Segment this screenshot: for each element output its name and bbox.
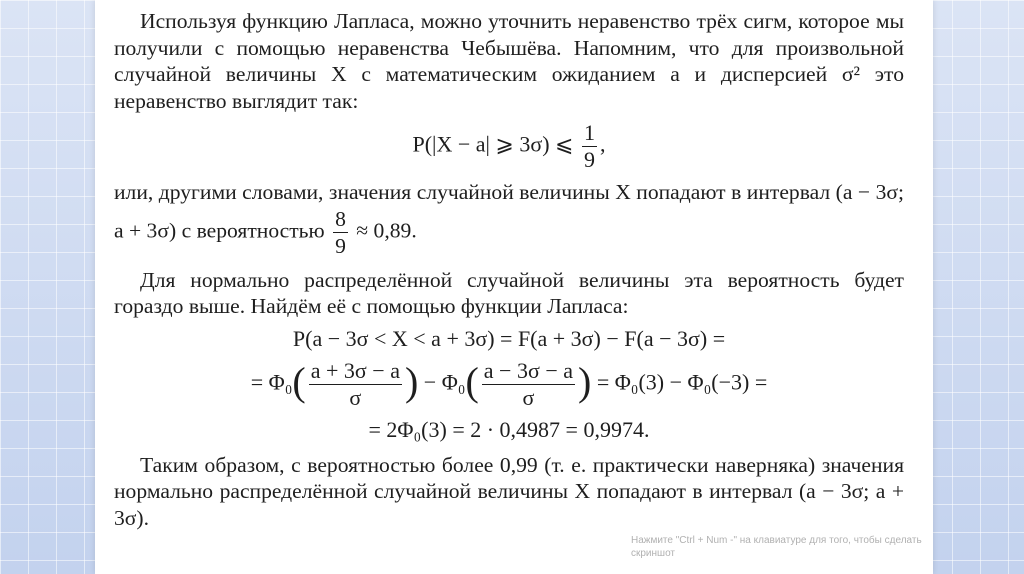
formula-chebyshev-tail: ,	[599, 131, 606, 157]
fraction-denominator: σ	[349, 385, 362, 410]
fraction-numerator: 8	[335, 206, 346, 231]
paren-open-icon: (	[292, 358, 306, 404]
fraction-phi-1	[309, 358, 402, 411]
fraction-numerator: a − 3σ − a	[483, 358, 573, 383]
paren-open-icon: (	[465, 358, 479, 404]
screenshot-hint: Нажмите "Ctrl + Num -" на клавиатуре для того, чтобы сделать скриншот	[631, 535, 922, 559]
fraction-numerator: a + 3σ − a	[310, 358, 400, 383]
paragraph-interval-tail: ≈ 0,89.	[356, 217, 417, 242]
formula-line-2-tail: = Φ₀(3) − Φ₀(−3) =	[596, 369, 768, 395]
fraction-denominator: σ	[522, 385, 535, 410]
paren-close-icon: )	[404, 358, 419, 404]
paragraph-conclusion: Таким образом, с вероятностью более 0,99 (т. е. практически наверняка) значения нормально распределённой случайной величины X попадают в интервал (a − 3σ; a + 3σ).	[114, 452, 904, 530]
formula-chebyshev	[114, 120, 904, 173]
phi-term-1: = Φ₀	[250, 369, 293, 395]
paren-close-icon: )	[577, 358, 592, 404]
fraction-denominator: 9	[583, 147, 595, 172]
paragraph-intro: Используя функцию Лапласа, можно уточнить неравенство трёх сигм, которое мы получили с помощью неравенства Чебышёва. Напомним, что для произвольной случайной величины X с математическим ожиданием a и дисперсией σ² это неравенство выглядит так:	[114, 9, 904, 113]
fraction-one-ninth	[582, 120, 597, 173]
formula-chebyshev-left: P(|X − a| ⩾ 3σ) ⩽	[412, 131, 574, 157]
document-text	[114, 8, 904, 531]
paragraph-interval-text: или, другими словами, значения случайной величины X попадают в интервал (a − 3σ; a + 3σ) с вероятностью	[114, 180, 904, 242]
fraction-denominator: 9	[335, 233, 346, 258]
fraction-phi-2	[482, 358, 575, 411]
formula-line-2	[114, 358, 904, 411]
formula-line-1: P(a − 3σ < X < a + 3σ) = F(a + 3σ) − F(a − 3σ) =	[292, 325, 726, 351]
paragraph-normal: Для нормально распределённой случайной величины эта вероятность будет гораздо выше. Найдём её с помощью функции Лапласа:	[114, 267, 904, 318]
formula-line-3: = 2Φ₀(3) = 2 · 0,4987 = 0,9974.	[368, 417, 650, 442]
fraction-numerator: 1	[583, 120, 595, 145]
fraction-eight-ninths	[333, 206, 348, 259]
paragraph-interval	[114, 179, 904, 259]
phi-term-2: − Φ₀	[423, 369, 466, 395]
